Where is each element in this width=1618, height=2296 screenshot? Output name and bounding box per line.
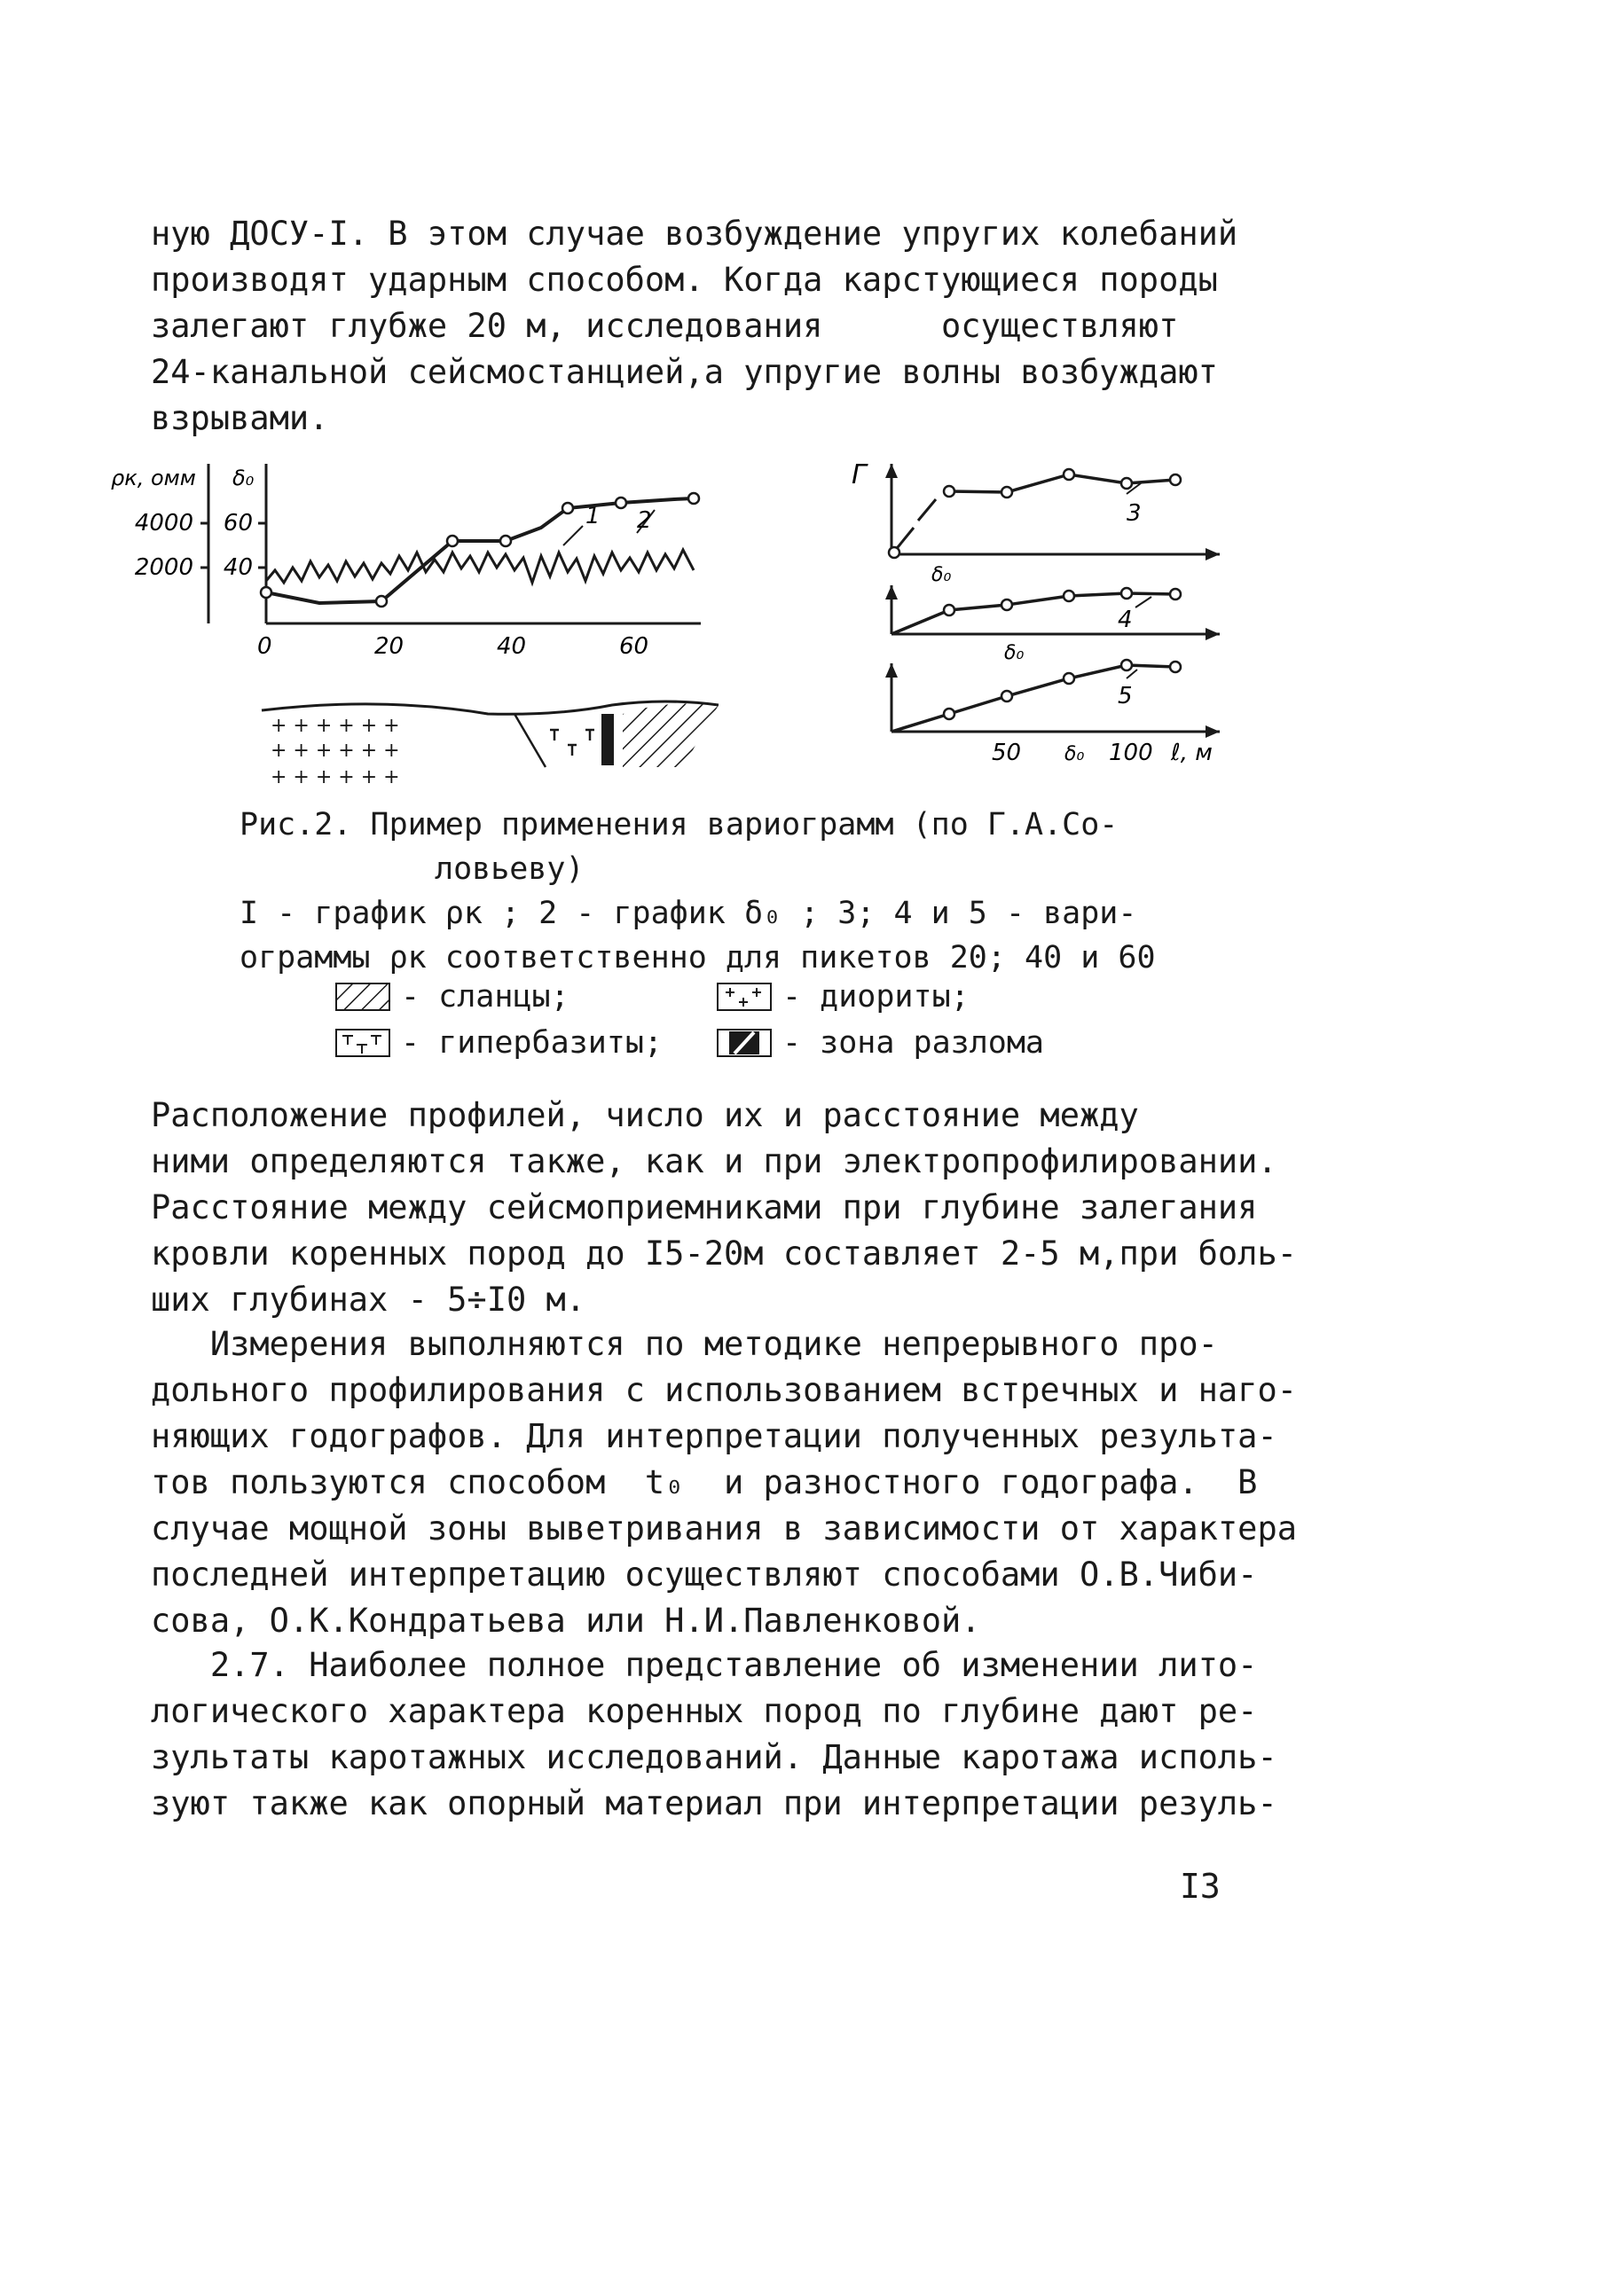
text-line: дольного профилирования с использованием встречных и наго- [151,1371,1298,1409]
paragraph-3 [151,1321,1298,1644]
text-line: кровли коренных пород до I5-20м составляет 2-5 м,при боль- [151,1234,1298,1273]
page-number: I3 [1180,1867,1221,1906]
variogram-x-tick-50: 50 [992,740,1022,766]
variogram-x-label: ℓ, м [1171,740,1213,766]
text-line: зуют также как опорный материал при интерпретации резуль- [151,1784,1277,1822]
caption-title-cont: ловьеву) [435,851,585,887]
text-line: ших глубинах - 5÷I0 м. [151,1281,586,1319]
caption-line: ограммы ρк соответственно для пикетов 20; 40 и 60 [240,940,1156,976]
curve-label-1: 1 [585,503,601,529]
delta-tick-60: 60 [223,510,253,537]
text-line: логического характера коренных пород по глубине дают ре- [151,1692,1258,1730]
text-line: сова, О.К.Кондратьева или Н.И.Павленковой. [151,1602,981,1640]
rho-axis-label: ρк, омм [111,466,196,490]
variogram-4 [891,593,1175,634]
hyperbasite-icon [335,1029,390,1057]
diorite-plus-icon [717,983,772,1011]
x-tick-60: 60 [619,633,649,660]
text-line: залегают глубже 20 м, исследования осуществляют [151,307,1179,345]
legend-item-schist [335,974,663,1020]
text-line: Измерения выполняются по методике непрерывного про- [151,1325,1218,1363]
diorite-zone [271,715,400,788]
schist-zone [623,703,719,767]
x-tick-40: 40 [497,633,527,660]
legend-item-fault [717,1020,1044,1066]
text-line: няющих годографов. Для интерпретации полученных результа- [151,1417,1277,1455]
curve-1-rho [266,550,694,583]
variograms [852,459,1220,766]
variogram-5-axis-label: δ₀ [1004,642,1025,664]
profile-chart [111,464,701,660]
x-tick-20: 20 [374,633,404,660]
rho-tick-2000: 2000 [134,554,193,581]
variogram-x-tick-100: 100 [1109,740,1153,766]
legend-left [335,974,663,1066]
figure-caption [240,803,1180,980]
text-line: случае мощной зоны выветривания в зависимости от характера [151,1509,1298,1548]
paragraph-4 [151,1642,1277,1827]
fault-zone [601,714,614,765]
legend-label: - гипербазиты; [401,1025,664,1061]
text-line: Расположение профилей, число их и расстояние между [151,1096,1139,1134]
text-line: последней интерпретацию осуществляют способами О.В.Чиби- [151,1555,1258,1594]
hyperbasite-zone [550,730,594,756]
legend-item-hyperbasite [335,1020,663,1066]
variogram-x-label-prefix: δ₀ [1064,743,1085,765]
text-line: взрывами. [151,399,329,437]
curve-label-5: 5 [1118,683,1133,709]
paragraph-2 [151,1093,1298,1323]
svg-text:+ + + + + +: + + + + + + [271,766,400,788]
legend-item-diorite [717,974,1044,1020]
variogram-5 [891,665,1175,732]
paragraph-1 [151,211,1242,442]
caption-line: I - график ρк ; 2 - график δ₀ ; 3; 4 и 5 - вари- [240,896,1137,931]
fault-zone-icon [717,1029,772,1057]
svg-text:+ + + + + +: + + + + + + [271,715,400,737]
x-tick-0: 0 [257,633,272,660]
caption-title: Рис.2. Пример применения вариограмм (по Г.А.Со- [240,807,1119,842]
geological-section [262,701,719,788]
text-line: ную ДОСУ-I. В этом случае возбуждение упругих колебаний [151,215,1238,253]
text-line: тов пользуются способом t₀ и разностного годографа. В [151,1463,1258,1501]
legend-right [717,974,1044,1066]
rho-tick-4000: 4000 [134,510,193,537]
variogram-y-label: Γ [852,459,867,490]
text-line: Расстояние между сейсмоприемниками при глубине залегания [151,1188,1258,1226]
curve-2-delta [266,498,694,603]
legend-label: - сланцы; [401,979,569,1015]
curve-label-3: 3 [1127,500,1142,527]
svg-text:+ + + + + +: + + + + + + [271,740,400,762]
text-line: зультаты каротажных исследований. Данные каротажа исполь- [151,1738,1277,1776]
text-line: ними определяются также, как и при электропрофилировании. [151,1142,1277,1180]
text-line: производят ударным способом. Когда карстующиеся породы [151,261,1218,299]
delta-axis-label: δ₀ [232,466,255,490]
figure-2 [98,448,1251,794]
variogram-3 [949,474,1175,492]
legend-label: - диориты; [782,979,970,1015]
curve-label-2: 2 [637,507,652,534]
delta-tick-40: 40 [223,554,253,581]
variogram-4-axis-label: δ₀ [931,564,952,586]
legend-label: - зона разлома [782,1025,1045,1061]
text-line: 2.7. Наиболее полное представление об изменении лито- [151,1646,1258,1684]
schist-hatch-icon [335,983,390,1011]
curve-label-4: 4 [1118,607,1133,633]
text-line: 24-канальной сейсмостанцией,а упругие волны возбуждают [151,353,1218,391]
curve-2-markers [261,493,699,607]
